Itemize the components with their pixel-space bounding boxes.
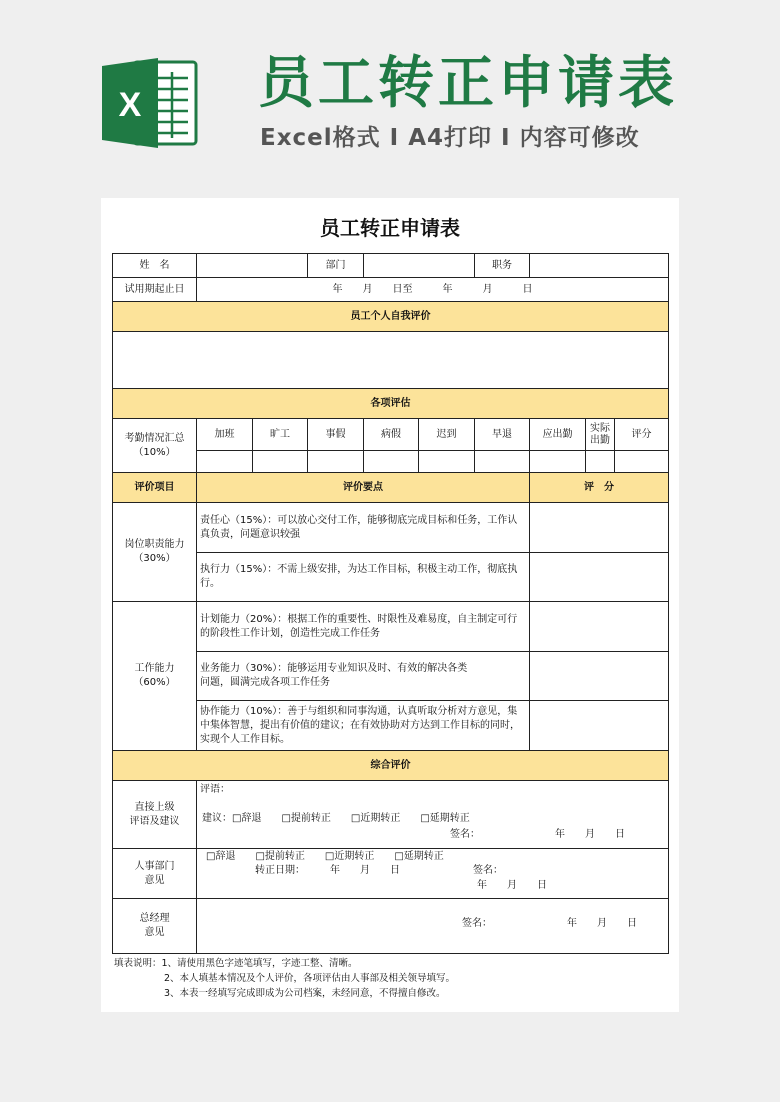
fill-instructions [114,956,455,1001]
attendance-value-cell[interactable] [253,451,308,473]
supervisor-comment-label: 评语： [200,784,230,795]
attendance-value-cell[interactable] [475,451,530,473]
hr-options[interactable]: □辞退 □提前转正 □近期转正 □延期转正 [206,851,444,862]
hr-label: 人事部门 意见 [113,849,197,899]
attendance-value-cell[interactable] [419,451,475,473]
dept-field[interactable] [364,254,475,278]
eval-item-header: 评价项目 [113,473,197,503]
position-field[interactable] [530,254,669,278]
eval-point-business: 业务能力（30%）：能够运用专业知识及时、有效的解决各类 问题，圆满完成各项工作任务 [197,652,530,701]
overall-header: 综合评价 [113,751,669,781]
note-line: 2、本人填基本情况及个人评价，各项评估由人事部及相关领导填写。 [164,973,456,984]
eval-score-field[interactable] [530,652,669,701]
gm-signature: 签名： 年 月 日 [462,918,637,929]
supervisor-label: 直接上级 评语及建议 [113,781,197,849]
document-title: 员工转正申请表 [320,216,460,240]
attendance-col-sick-leave: 病假 [364,419,419,451]
position-label: 职务 [475,254,530,278]
eval-group-work: 工作能力 （60%） [113,602,197,751]
eval-score-field[interactable] [530,503,669,553]
banner-title: 员工转正申请表 [258,51,678,116]
attendance-col-early-leave: 早退 [475,419,530,451]
eval-point-execution: 执行力（15%）：不需上级安排，为达工作目标，积极主动工作，彻底执行。 [197,553,530,602]
attendance-col-late: 迟到 [419,419,475,451]
attendance-value-cell[interactable] [530,451,586,473]
hr-effective-date: 转正日期： 年 月 日 [255,865,400,876]
probation-dates-field[interactable]: 年 月 日至 年 月 日 [197,278,669,302]
document-page [101,198,679,1012]
attendance-value-cell[interactable] [364,451,419,473]
supervisor-signature: 签名： 年 月 日 [450,829,625,840]
banner [0,0,780,195]
self-eval-header: 员工个人自我评价 [113,302,669,332]
probation-label: 试用期起止日 [113,278,197,302]
hr-sign-date: 年 月 日 [477,880,547,891]
attendance-value-cell[interactable] [586,451,669,473]
excel-logo-icon [100,56,200,150]
attendance-col-personal-leave: 事假 [308,419,364,451]
eval-point-responsibility: 责任心（15%）：可以放心交付工作，能够彻底完成目标和任务，工作认真负责，问题意识较强 [197,503,530,553]
eval-points-header: 评价要点 [197,473,530,503]
note-line: 3、本表一经填写完成即成为公司档案，未经同意，不得擅自修改。 [164,988,446,999]
attendance-actual-score-cell [586,419,669,451]
application-form [112,253,669,954]
attendance-label: 考勤情况汇总 （10%） [113,419,197,473]
eval-score-header: 评 分 [530,473,669,503]
banner-subtitle: Excel格式 I A4打印 I 内容可修改 [260,125,640,151]
attendance-col-expected: 应出勤 [530,419,586,451]
dept-label: 部门 [308,254,364,278]
self-eval-field[interactable] [113,332,669,389]
supervisor-comment-field[interactable] [197,781,669,849]
name-field[interactable] [197,254,308,278]
gm-label: 总经理 意见 [113,899,197,954]
attendance-col-overtime: 加班 [197,419,253,451]
eval-score-field[interactable] [530,701,669,751]
eval-point-planning: 计划能力（20%）：根据工作的重要性、时限性及难易度，自主制定可行的阶段性工作计划，创造性完成工作任务 [197,602,530,652]
eval-group-duty: 岗位职责能力 （30%） [113,503,197,602]
name-label: 姓 名 [113,254,197,278]
attendance-value-cell[interactable] [308,451,364,473]
eval-score-field[interactable] [530,602,669,652]
svg-text:X: X [118,86,142,124]
attendance-col-score: 评分 [614,419,668,450]
hr-opinion-field[interactable] [197,849,669,899]
attendance-col-absent: 旷工 [253,419,308,451]
eval-point-cooperation: 协作能力（10%）：善于与组织和同事沟通，认真听取分析对方意见，集中集体智慧，提出有价值的建议；在有效协助对方达到工作目标的同时，实现个人工作目标。 [197,701,530,751]
attendance-value-cell[interactable] [197,451,253,473]
assessment-header: 各项评估 [113,389,669,419]
eval-score-field[interactable] [530,553,669,602]
attendance-col-actual: 实际 出勤 [590,422,610,446]
gm-opinion-field[interactable] [197,899,669,954]
hr-signature: 签名： [473,865,503,876]
note-line: 填表说明：1、请使用黑色字迹笔填写，字迹工整、清晰。 [114,958,358,969]
supervisor-suggestion-options[interactable]: 建议：□辞退 □提前转正 □近期转正 □延期转正 [202,813,470,824]
